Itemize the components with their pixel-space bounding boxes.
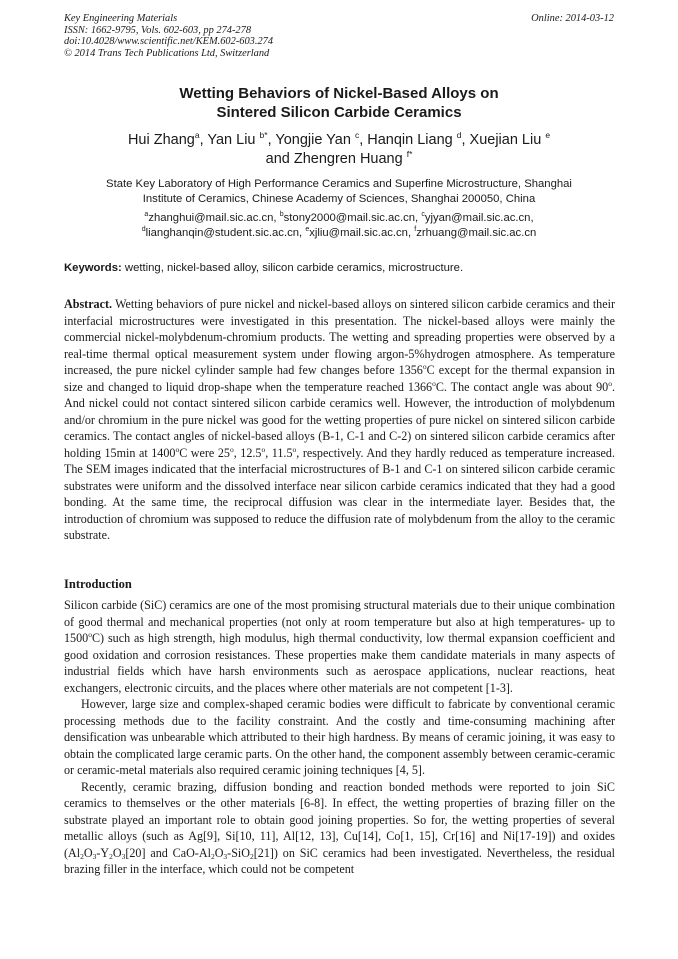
email-mark: a — [144, 211, 149, 218]
author-list — [0, 131, 678, 169]
keywords — [64, 261, 463, 276]
formula-text: -SiO — [227, 845, 251, 860]
intro-paragraph-2: However, large size and complex-shaped ceramic bodies were difficult to fabricate by conventional ceramic processing methods due to the facility constraint. And the costly and time-consuming machining after densification was unbearable which attributed to their high hardness. By means of ceramic joining, it was easy to obtain the complicated large ceramic parts. On the other hand, the component assembly between ceramic-ceramic or ceramic-metal materials also required ceramic joining techniques [4, 5]. — [64, 697, 615, 777]
subscript: 2 — [109, 851, 113, 861]
email-link[interactable]: zhanghui@mail.sic.ac.cn, — [148, 212, 280, 224]
formula-text: -Y — [96, 845, 110, 860]
email-link[interactable]: xjliu@mail.sic.ac.cn, — [309, 227, 415, 239]
email-link[interactable]: lianghanqin@student.sic.ac.cn, — [145, 227, 306, 239]
email-mark: c — [421, 211, 425, 218]
subscript: 2 — [80, 851, 84, 861]
intro-paragraph-1 — [64, 597, 615, 696]
abstract — [64, 296, 615, 544]
author-mark: f* — [406, 149, 413, 159]
affiliation — [40, 177, 638, 207]
abstract-text: C were 25 — [179, 445, 230, 460]
online-date: Online: 2014-03-12 — [531, 13, 614, 24]
degree-mark: o — [432, 378, 436, 388]
degree-mark: o — [292, 444, 297, 454]
subscript: 3 — [121, 851, 126, 861]
affiliation-line-2: Institute of Ceramics, Chinese Academy of Sciences, Shanghai 200050, China — [142, 193, 536, 205]
author-mark: e — [545, 130, 551, 140]
author-name: , Yongjie Yan — [267, 132, 355, 148]
degree-mark: o — [261, 444, 266, 454]
intro-paragraph-3 — [64, 779, 615, 878]
author-line-2 — [0, 150, 678, 169]
author-name: , Yan Liu — [199, 132, 260, 148]
author-mark: b* — [259, 130, 268, 140]
email-line-1 — [30, 211, 648, 226]
paper-title — [0, 84, 678, 122]
formula-text: O — [112, 845, 122, 860]
affiliation-line-1: State Key Laboratory of High Performance Ceramics and Superfine Microstructure, Shanghai — [106, 178, 572, 190]
email-link[interactable]: stony2000@mail.sic.ac.cn, — [283, 212, 422, 224]
doi-line[interactable]: doi:10.4028/www.scientific.net/KEM.602-603.274 — [64, 36, 274, 48]
title-line-1: Wetting Behaviors of Nickel-Based Alloys on — [179, 85, 499, 102]
journal-header — [64, 13, 273, 59]
email-mark: f — [414, 226, 417, 233]
email-link[interactable]: yjyan@mail.sic.ac.cn, — [424, 212, 534, 224]
abstract-text: , 11.5 — [265, 445, 293, 460]
email-mark: e — [305, 226, 310, 233]
abstract-text: . And nickel could not contact sintered silicon carbide ceramics well. However, the introduction of molybdenum and/or chromium in the pure nickel was good for the wetting properties of pure nickel on sintered silicon carbide ceramics. The contact angles of nickel-based alloys (B-1, C-1 and C-2) on sintered silicon carbide ceramics after holding 15min at 1400 — [64, 379, 615, 460]
abstract-text: C. The contact angle was about 90 — [435, 379, 609, 394]
email-link[interactable]: zrhuang@mail.sic.ac.cn — [416, 227, 537, 239]
copyright-line: © 2014 Trans Tech Publications Ltd, Switzerland — [64, 47, 270, 59]
degree-mark: o — [88, 630, 92, 639]
email-mark: d — [141, 226, 146, 233]
subscript: 2 — [250, 851, 254, 861]
author-name: , Hanqin Liang — [359, 132, 457, 148]
journal-name: Key Engineering Materials — [64, 13, 178, 24]
abstract-text: , respectively. And they hardly reduced as temperature increased. The SEM images indicated that the interfacial microstructures of B-1 and C-1 on sintered silicon carbide ceramic substrates were uniform and the dissolved interface near silicon carbide ceramics indicated that they had a good bonding. At the same time, the reciprocal diffusion was clear in the intermediate layer. Besides that, the introduction of chromium was supposed to reduce the diffusion rate of molybdenum from the alloy to the ceramic substrate. — [64, 445, 615, 542]
author-mark: a — [194, 130, 200, 140]
author-mark: d — [456, 130, 462, 140]
degree-mark: o — [608, 378, 612, 388]
issn-line: ISSN: 1662-9795, Vols. 602-603, pp 274-278 — [64, 24, 252, 36]
title-line-2: Sintered Silicon Carbide Ceramics — [216, 104, 462, 121]
abstract-text: , 12.5 — [233, 445, 262, 460]
paragraph-text: Silicon carbide (SiC) ceramics are one of the most promising structural materials due to their unique combination of good thermal and mechanical properties (not only at room temperature but also at high temperatures- up to 1500 — [64, 598, 615, 645]
subscript: 3 — [223, 851, 228, 861]
paragraph-text: [20] and CaO-Al — [125, 845, 211, 860]
author-line-1 — [0, 131, 678, 150]
degree-mark: o — [175, 444, 180, 454]
degree-mark: o — [229, 444, 234, 454]
keywords-text: wetting, nickel-based alloy, silicon carbide ceramics, microstructure. — [121, 262, 464, 274]
author-name: , Xuejian Liu — [461, 132, 546, 148]
paragraph-text: C) such as high strength, high modulus, high thermal conductivity, low thermal expansion coefficient and good oxidation and corrosion resistances. These properties make them candidate materials in many aspects of industrial fields which have harsh environments such as aerospace applications, nuclear reactions, heat exchangers, electronic circuits, and the places where other materials are not competent [1-3]. — [64, 631, 615, 695]
author-mark: c — [354, 130, 360, 140]
author-name: Hui Zhang — [127, 132, 195, 148]
formula-text: O — [214, 845, 224, 860]
author-name: and Zhengren Huang — [265, 151, 407, 167]
keywords-label: Keywords: — [64, 262, 122, 274]
paragraph-text: [21]) on SiC ceramics had been investigated. Nevertheless, the residual brazing filler in the interface, which could not be competent — [64, 845, 615, 876]
introduction-heading: Introduction — [64, 577, 132, 591]
paragraph-text: Recently, ceramic brazing, diffusion bonding and reaction bonded methods were reported to join SiC ceramics to themselves or the other materials [6-8]. In effect, the wetting properties of brazing filler on the substrate played an important role to obtain good joining properties. So for, the wetting properties of several metallic alloys (such as Ag[9], Si[10, 11], Al[12, 13], Cu[14], Co[1, 15], Cr[16] and Ni[17-19]) and oxides (Al — [64, 779, 615, 860]
introduction-body — [64, 597, 615, 878]
email-list — [30, 211, 648, 241]
email-mark: b — [279, 211, 284, 218]
abstract-label: Abstract. — [64, 297, 113, 311]
degree-mark: o — [422, 362, 427, 371]
abstract-text: C except for the thermal expansion in size and changed to liquid drop-shape when the temperature reached 1366 — [64, 363, 615, 394]
abstract-text: Wetting behaviors of pure nickel and nickel-based alloys on sintered silicon carbide ceramics and their interfacial microstructures were investigated in this presentation. The nickel-based alloys were mainly the commercial nickel-molybdenum-chromium products. The wetting and spreading properties were observed by a real-time thermal optical measurement system under flowing argon-5%hydrogen atmosphere. As temperature increased, the pure nickel cylinder sample had few changes before 1356 — [64, 297, 615, 377]
subscript: 3 — [92, 851, 97, 861]
email-line-2 — [30, 226, 648, 241]
subscript: 2 — [210, 851, 215, 861]
formula-text: O — [83, 845, 93, 860]
